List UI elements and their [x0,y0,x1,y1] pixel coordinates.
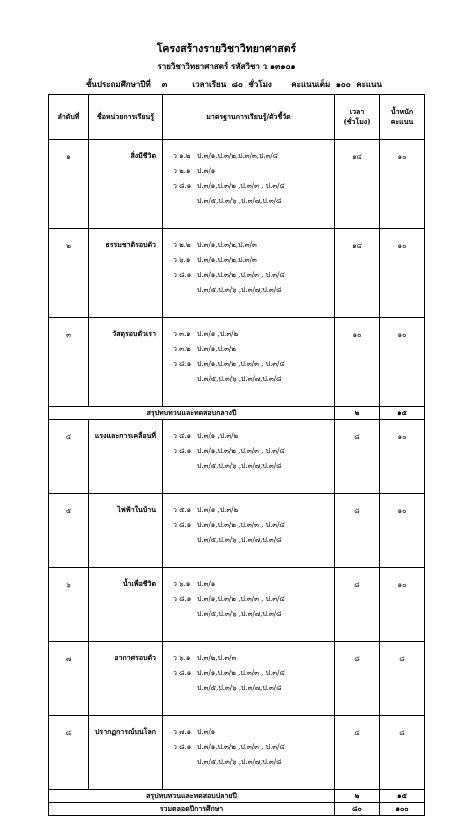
indicator-list: ป.๓/๑ ,ป.๓/๒ [197,506,239,514]
indicator-line [173,683,330,698]
indicator-list: ป.๓/๒,ป.๓/๓ [197,654,237,662]
header-hours: เวลา (ชั่วโมง) [335,95,380,140]
indicator-line [173,151,330,166]
indicator-line [173,757,330,772]
standard-code: ว ๘.๑ [173,271,192,279]
indicator-list: ป.๓/๕,ป.๓/๖ ,ป.๓/๗,ป.๓/๘ [197,197,282,205]
indicator-line [173,166,330,181]
indicator-line [173,255,330,270]
unit-name-text: อากาศรอบตัว [114,653,156,662]
indicator-line [173,344,330,359]
standard-code: ว ๗.๑ [173,728,192,736]
standard-code: ว ๖.๑ [173,580,191,588]
unit-name-text: วัสดุรอบตัวเรา [112,329,156,338]
indicator-line [173,181,330,196]
indicator-line [173,727,330,742]
midterm-hours: ๒ [335,407,380,420]
final-score: ๑๕ [380,790,425,803]
unit-indicators [163,716,335,790]
indicator-list: ป.๓/๑ [197,167,216,175]
indicator-list: ป.๓/๑,ป.๓/๒ ,ป.๓/๓ , ป.๓/๔ [197,669,285,677]
unit-hours: ๑๔ [335,140,380,229]
indicator-list: ป.๓/๑,ป.๓/๒ ,ป.๓/๓ , ป.๓/๔ [197,447,285,455]
unit-name-text: ไฟฟ้าในบ้าน [117,505,156,514]
unit-score: ๘ [380,716,425,790]
indicator-line [173,505,330,520]
indicator-line [173,240,330,255]
midterm-score: ๑๕ [380,407,425,420]
standard-code: ว ๘.๑ [173,447,192,455]
midterm-summary-row [49,407,425,420]
header-score: น้ำหนัก คะแนน [380,95,425,140]
indicator-list: ป.๓/๑ ,ป.๓/๒ [197,330,239,338]
unit-score: ๑๐ [380,229,425,318]
document-title: โครงสร้างรายวิชาวิทยาศาสตร์ [156,43,297,55]
unit-name [89,568,163,642]
unit-hours: ๑๔ [335,229,380,318]
unit-hours: ๘ [335,494,380,568]
unit-number: ๘ [49,716,89,790]
unit-name [89,318,163,407]
indicator-list: ป.๓/๑ ,ป.๓/๒ [197,432,239,440]
unit-row [49,140,425,229]
unit-name-text: น้ำเพื่อชีวิต [122,579,156,588]
unit-hours: ๘ [335,420,380,494]
unit-name [89,716,163,790]
unit-name [89,420,163,494]
course-subtitle: รายวิชาวิทยาศาสตร์ รหัสวิชา ว ๑๓๑๐๑ [157,61,296,71]
unit-row [49,420,425,494]
indicator-line [173,329,330,344]
indicator-line [173,461,330,476]
standard-code: ว ๘.๑ [173,743,192,751]
indicator-line [173,270,330,285]
standard-code: ว ๘.๑ [173,360,192,368]
indicator-line [173,374,330,389]
standard-code: ว ๖.๑ [173,256,191,264]
unit-row [49,494,425,568]
unit-indicators [163,140,335,229]
indicator-list: ป.๓/๕,ป.๓/๖ ,ป.๓/๗,ป.๓/๘ [197,684,282,692]
unit-indicators [163,568,335,642]
unit-number: ๖ [49,568,89,642]
indicator-list: ป.๓/๑,ป.๓/๒ ,ป.๓/๓ , ป.๓/๔ [197,360,285,368]
unit-number: ๗ [49,642,89,716]
standard-code: ว ๘.๑ [173,595,192,603]
indicator-list: ป.๓/๑,ป.๓/๒ ,ป.๓/๓ , ป.๓/๔ [197,521,285,529]
standard-code: ว ๓.๒ [173,345,191,353]
unit-number: ๓ [49,318,89,407]
standard-code: ว ๒.๑ [173,167,191,175]
unit-name [89,140,163,229]
unit-hours: ๘ [335,568,380,642]
indicator-line [173,594,330,609]
unit-name-text: แรงและการเคลื่อนที่ [94,431,156,440]
indicator-line [173,431,330,446]
unit-score: ๑๐ [380,568,425,642]
total-label: รวมตลอดปีการศึกษา [49,803,335,816]
unit-number: ๕ [49,494,89,568]
indicator-list: ป.๓/๑,ป.๓/๒,ป.๓/๓ [197,241,257,249]
unit-row [49,568,425,642]
unit-row [49,229,425,318]
indicator-line [173,196,330,211]
indicator-line [173,535,330,550]
final-label: สรุปทบทวนและทดสอบปลายปี [49,790,335,803]
indicator-line [173,579,330,594]
unit-indicators [163,318,335,407]
unit-indicators [163,494,335,568]
standard-code: ว ๘.๑ [173,521,192,529]
indicator-list: ป.๓/๑ [197,580,216,588]
indicator-list: ป.๓/๑,ป.๓/๒,ป.๓/๓,ป.๓/๔ [197,152,279,160]
indicator-line [173,359,330,374]
indicator-list: ป.๓/๑,ป.๓/๒ ,ป.๓/๓ , ป.๓/๔ [197,271,285,279]
indicator-line [173,653,330,668]
indicator-list: ป.๓/๑,ป.๓/๒,ป.๓/๓ [197,256,257,264]
standard-code: ว ๘.๑ [173,669,192,677]
unit-score: ๑๐ [380,420,425,494]
unit-indicators [163,420,335,494]
unit-hours: ๑๐ [335,318,380,407]
total-score: ๑๐๐ [380,803,425,816]
midterm-label: สรุปทบทวนและทดสอบกลางปี [49,407,335,420]
unit-row [49,716,425,790]
standard-code: ว ๒.๒ [173,241,191,249]
indicator-list: ป.๓/๕,ป.๓/๖ ,ป.๓/๗,ป.๓/๘ [197,536,282,544]
indicator-line [173,742,330,757]
standard-code: ว ๑.๒ [173,152,191,160]
indicator-list: ป.๓/๑ [197,728,216,736]
unit-score: ๑๐ [380,494,425,568]
standard-code: ว ๓.๑ [173,330,191,338]
indicator-list: ป.๓/๑,ป.๓/๒ ,ป.๓/๓ , ป.๓/๔ [197,743,285,751]
indicator-list: ป.๓/๑,ป.๓/๒ ,ป.๓/๓ , ป.๓/๔ [197,182,285,190]
unit-name-text: ธรรมชาติรอบตัว [105,240,156,249]
unit-name-text: สิ่งมีชีวิต [130,151,156,160]
indicator-list: ป.๓/๕,ป.๓/๖ ,ป.๓/๗,ป.๓/๘ [197,375,282,383]
standard-code: ว ๔.๑ [173,432,192,440]
header-unit-name: ชื่อหน่วยการเรียนรู้ [89,95,163,140]
table-header-row [49,95,425,140]
final-hours: ๒ [335,790,380,803]
unit-score: ๑๐ [380,318,425,407]
total-hours: ๘๐ [335,803,380,816]
unit-number: ๒ [49,229,89,318]
unit-indicators [163,229,335,318]
indicator-list: ป.๓/๑,ป.๓/๒ ,ป.๓/๓ , ป.๓/๔ [197,595,285,603]
course-structure-table [48,94,425,816]
unit-hours: ๘ [335,642,380,716]
header-order: ลำดับที่ [49,95,89,140]
unit-row [49,318,425,407]
standard-code: ว ๕.๑ [173,506,192,514]
course-info: ชั้นประถมศึกษาปีที่ ๓ เวลาเรียน ๘๐ ชั่วโมง คะแนนเต็ม ๑๐๐ คะแนน [86,79,382,89]
standard-code: ว ๖.๑ [173,654,191,662]
unit-indicators [163,642,335,716]
unit-row [49,642,425,716]
unit-number: ๑ [49,140,89,229]
unit-name-text: ปรากฏการณ์บนโลก [94,727,156,736]
unit-number: ๔ [49,420,89,494]
header-standards: มาตรฐานการเรียนรู้/ตัวชี้วัด [163,95,335,140]
unit-score: ๘ [380,642,425,716]
indicator-list: ป.๓/๕,ป.๓/๖ ,ป.๓/๗,ป.๓/๘ [197,462,282,470]
indicator-line [173,446,330,461]
unit-hours: ๔ [335,716,380,790]
unit-name [89,494,163,568]
indicator-line [173,285,330,300]
final-summary-row [49,790,425,803]
indicator-line [173,668,330,683]
unit-name [89,229,163,318]
standard-code: ว ๘.๑ [173,182,192,190]
indicator-list: ป.๓/๕,ป.๓/๖ ,ป.๓/๗,ป.๓/๘ [197,758,282,766]
unit-name [89,642,163,716]
indicator-list: ป.๓/๑,ป.๓/๒ [197,345,236,353]
unit-score: ๑๐ [380,140,425,229]
indicator-line [173,520,330,535]
indicator-line [173,609,330,624]
indicator-list: ป.๓/๕,ป.๓/๖ ,ป.๓/๗,ป.๓/๘ [197,610,282,618]
total-row [49,803,425,816]
indicator-list: ป.๓/๕,ป.๓/๖ ,ป.๓/๗,ป.๓/๘ [197,286,282,294]
